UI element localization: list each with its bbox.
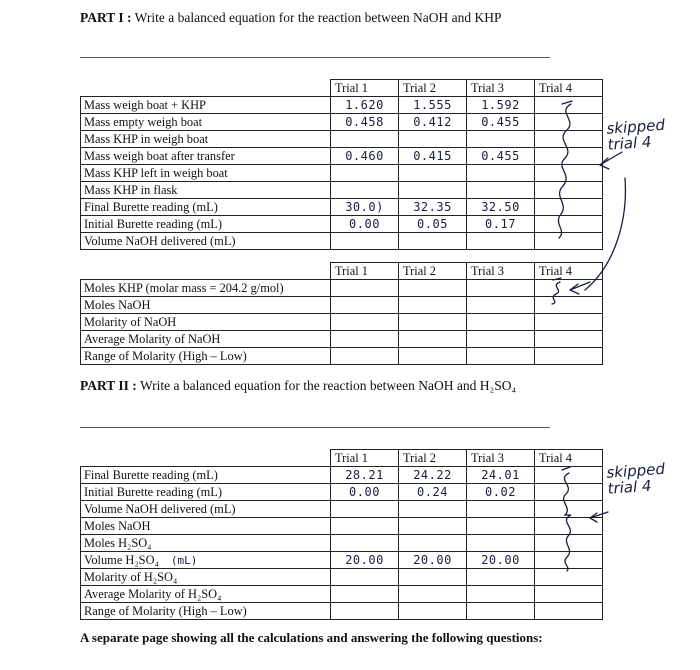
row-label-text: Mass weigh boat + KHP [84, 97, 206, 112]
table-row [81, 331, 603, 348]
data-cell-trial-1[interactable] [331, 501, 399, 518]
data-cell-trial-1[interactable] [331, 131, 399, 148]
row-label [81, 148, 331, 165]
data-cell-trial-2[interactable] [399, 280, 467, 297]
data-cell-trial-1[interactable] [331, 535, 399, 552]
data-cell-trial-1[interactable] [331, 182, 399, 199]
row-label-text: Molarity of NaOH [84, 314, 177, 329]
data-cell-trial-3[interactable]: 0.455 [467, 114, 535, 131]
data-cell-trial-4[interactable] [535, 501, 603, 518]
data-cell-trial-1[interactable] [331, 280, 399, 297]
data-cell-trial-2[interactable] [399, 501, 467, 518]
data-cell-trial-3[interactable]: 1.592 [467, 97, 535, 114]
row-label [81, 216, 331, 233]
table-part1-calculations [80, 262, 603, 365]
data-cell-trial-2[interactable] [399, 165, 467, 182]
table-row [81, 518, 603, 535]
row-label-text: Moles KHP (molar mass = 204.2 g/mol) [84, 280, 284, 295]
data-cell-trial-3[interactable] [467, 314, 535, 331]
row-label-text: Volume NaOH delivered (mL) [84, 233, 236, 248]
data-cell-trial-3[interactable] [467, 280, 535, 297]
data-cell-trial-2[interactable] [399, 535, 467, 552]
data-cell-trial-3[interactable]: 0.02 [467, 484, 535, 501]
data-cell-trial-3[interactable] [467, 586, 535, 603]
row-label [81, 199, 331, 216]
row-label [81, 484, 331, 501]
arrow-note1 [600, 152, 622, 169]
table-row [81, 552, 603, 569]
row-label [81, 114, 331, 131]
data-cell-trial-1[interactable]: 30.0) [331, 199, 399, 216]
data-cell-trial-4[interactable] [535, 569, 603, 586]
row-label [81, 97, 331, 114]
table-part2-measurements [80, 449, 603, 620]
data-cell-trial-2[interactable]: 0.412 [399, 114, 467, 131]
data-cell-trial-2[interactable]: 32.35 [399, 199, 467, 216]
data-cell-trial-2[interactable]: 1.555 [399, 97, 467, 114]
data-cell-trial-4[interactable] [535, 182, 603, 199]
data-cell-trial-4[interactable] [535, 314, 603, 331]
table-part1-measurements [80, 79, 603, 250]
row-label [81, 569, 331, 586]
row-label [81, 535, 331, 552]
row-label [81, 131, 331, 148]
data-cell-trial-4[interactable] [535, 535, 603, 552]
data-cell-trial-4[interactable] [535, 467, 603, 484]
data-cell-trial-3[interactable] [467, 182, 535, 199]
row-label-text: Moles NaOH [84, 518, 151, 533]
row-label [81, 297, 331, 314]
data-cell-trial-4[interactable] [535, 165, 603, 182]
row-label [81, 552, 331, 569]
header-corner [81, 263, 331, 280]
header-corner [81, 450, 331, 467]
row-label-text: Mass empty weigh boat [84, 114, 203, 129]
margin-note-skipped-trial4-bottom: skipped trial 4 [605, 459, 666, 498]
data-cell-trial-1[interactable]: 20.00 [331, 552, 399, 569]
row-label-text: Moles H₂SO₄ [84, 535, 152, 550]
row-label-text: Range of Molarity (High – Low) [84, 348, 247, 363]
data-cell-trial-4[interactable] [535, 199, 603, 216]
table-row [81, 484, 603, 501]
data-cell-trial-4[interactable] [535, 586, 603, 603]
data-cell-trial-1[interactable] [331, 165, 399, 182]
row-label-text: Mass KHP in weigh boat [84, 131, 209, 146]
row-label [81, 518, 331, 535]
part1-heading-text: Write a balanced equation for the reaction between NaOH and KHP [134, 10, 502, 25]
data-cell-trial-3[interactable]: 0.455 [467, 148, 535, 165]
data-cell-trial-3[interactable] [467, 603, 535, 620]
row-label [81, 331, 331, 348]
data-cell-trial-1[interactable] [331, 314, 399, 331]
part2-heading-text: Write a balanced equation for the reaction between NaOH and H₂SO₄ [139, 378, 517, 393]
row-label [81, 314, 331, 331]
data-cell-trial-1[interactable]: 1.620 [331, 97, 399, 114]
data-cell-trial-3[interactable] [467, 518, 535, 535]
data-cell-trial-4[interactable] [535, 552, 603, 569]
data-cell-trial-1[interactable]: 0.00 [331, 216, 399, 233]
table-row [81, 148, 603, 165]
data-cell-trial-1[interactable]: 28.21 [331, 467, 399, 484]
table-row [81, 216, 603, 233]
data-cell-trial-3[interactable]: 24.01 [467, 467, 535, 484]
row-label-text: Mass KHP in flask [84, 182, 178, 197]
data-cell-trial-2[interactable] [399, 586, 467, 603]
row-label-text: Mass weigh boat after transfer [84, 148, 235, 163]
column-header-trial-2: Trial 2 [399, 450, 467, 467]
data-cell-trial-4[interactable] [535, 148, 603, 165]
data-cell-trial-4[interactable] [535, 131, 603, 148]
data-cell-trial-4[interactable] [535, 114, 603, 131]
table-header-row [81, 450, 603, 467]
row-label [81, 603, 331, 620]
data-cell-trial-4[interactable] [535, 518, 603, 535]
data-cell-trial-2[interactable] [399, 314, 467, 331]
table-header-row [81, 80, 603, 97]
row-label [81, 233, 331, 250]
data-cell-trial-2[interactable] [399, 331, 467, 348]
row-label-text: Final Burette reading (mL) [84, 467, 218, 482]
table-row [81, 297, 603, 314]
table-row [81, 114, 603, 131]
data-cell-trial-4[interactable] [535, 280, 603, 297]
data-cell-trial-2[interactable] [399, 182, 467, 199]
table-row [81, 199, 603, 216]
column-header-trial-4: Trial 4 [535, 263, 603, 280]
data-cell-trial-3[interactable]: 32.50 [467, 199, 535, 216]
row-label [81, 467, 331, 484]
column-header-trial-2: Trial 2 [399, 263, 467, 280]
row-label [81, 182, 331, 199]
data-cell-trial-3[interactable] [467, 297, 535, 314]
data-cell-trial-4[interactable] [535, 348, 603, 365]
data-cell-trial-4[interactable] [535, 216, 603, 233]
header-corner [81, 80, 331, 97]
row-label-text: Mass KHP left in weigh boat [84, 165, 228, 180]
table-row [81, 603, 603, 620]
data-cell-trial-2[interactable] [399, 603, 467, 620]
data-cell-trial-4[interactable] [535, 297, 603, 314]
data-cell-trial-3[interactable]: 20.00 [467, 552, 535, 569]
data-cell-trial-3[interactable] [467, 569, 535, 586]
data-cell-trial-2[interactable] [399, 348, 467, 365]
data-cell-trial-2[interactable]: 0.24 [399, 484, 467, 501]
data-cell-trial-2[interactable]: 20.00 [399, 552, 467, 569]
row-label [81, 586, 331, 603]
margin-note-skipped-trial4-top: skipped trial 4 [605, 115, 666, 154]
data-cell-trial-2[interactable] [399, 518, 467, 535]
data-cell-trial-3[interactable] [467, 131, 535, 148]
row-label-text: Molarity of H₂SO₄ [84, 569, 178, 584]
handwritten-unit-note: (mL) [170, 553, 198, 567]
data-cell-trial-4[interactable] [535, 484, 603, 501]
column-header-trial-1: Trial 1 [331, 263, 399, 280]
data-cell-trial-1[interactable] [331, 586, 399, 603]
data-cell-trial-1[interactable]: 0.00 [331, 484, 399, 501]
footer-instructions: A separate page showing all the calculations and answering the following questions: [80, 630, 543, 645]
column-header-trial-4: Trial 4 [535, 80, 603, 97]
data-cell-trial-3[interactable]: 0.17 [467, 216, 535, 233]
data-cell-trial-3[interactable] [467, 165, 535, 182]
table-row [81, 569, 603, 586]
data-cell-trial-2[interactable]: 0.05 [399, 216, 467, 233]
row-label [81, 501, 331, 518]
row-label-text: Average Molarity of H₂SO₄ [84, 586, 222, 601]
data-cell-trial-2[interactable]: 24.22 [399, 467, 467, 484]
column-header-trial-3: Trial 3 [467, 80, 535, 97]
data-cell-trial-1[interactable] [331, 331, 399, 348]
data-cell-trial-4[interactable] [535, 331, 603, 348]
table-row [81, 233, 603, 250]
data-cell-trial-3[interactable] [467, 331, 535, 348]
row-label [81, 348, 331, 365]
data-cell-trial-1[interactable]: 0.460 [331, 148, 399, 165]
data-cell-trial-2[interactable] [399, 297, 467, 314]
data-cell-trial-1[interactable] [331, 569, 399, 586]
row-label [81, 165, 331, 182]
row-label-text: Volume H₂SO₄ [84, 552, 159, 567]
row-label [81, 280, 331, 297]
data-cell-trial-3[interactable] [467, 233, 535, 250]
table-header-row [81, 263, 603, 280]
data-cell-trial-1[interactable]: 0.458 [331, 114, 399, 131]
data-cell-trial-1[interactable] [331, 348, 399, 365]
part2-heading [80, 378, 516, 394]
data-cell-trial-2[interactable]: 0.415 [399, 148, 467, 165]
row-label-text: Moles NaOH [84, 297, 151, 312]
column-header-trial-1: Trial 1 [331, 450, 399, 467]
data-cell-trial-4[interactable] [535, 233, 603, 250]
data-cell-trial-1[interactable] [331, 603, 399, 620]
row-label-text: Initial Burette reading (mL) [84, 216, 222, 231]
table-row [81, 280, 603, 297]
table-row [81, 314, 603, 331]
table-row [81, 586, 603, 603]
data-cell-trial-3[interactable] [467, 535, 535, 552]
part1-answer-line[interactable] [80, 57, 550, 58]
part1-heading [80, 10, 501, 26]
data-cell-trial-1[interactable] [331, 233, 399, 250]
part2-answer-line[interactable] [80, 427, 550, 428]
column-header-trial-2: Trial 2 [399, 80, 467, 97]
data-cell-trial-1[interactable] [331, 297, 399, 314]
table-row [81, 165, 603, 182]
data-cell-trial-2[interactable] [399, 569, 467, 586]
data-cell-trial-2[interactable] [399, 131, 467, 148]
column-header-trial-3: Trial 3 [467, 263, 535, 280]
table-row [81, 131, 603, 148]
column-header-trial-1: Trial 1 [331, 80, 399, 97]
data-cell-trial-3[interactable] [467, 348, 535, 365]
table-row [81, 535, 603, 552]
column-header-trial-3: Trial 3 [467, 450, 535, 467]
table-row [81, 97, 603, 114]
table-row [81, 348, 603, 365]
row-label-text: Final Burette reading (mL) [84, 199, 218, 214]
data-cell-trial-4[interactable] [535, 97, 603, 114]
table-row [81, 467, 603, 484]
table-row [81, 501, 603, 518]
row-label-text: Volume NaOH delivered (mL) [84, 501, 236, 516]
table-row [81, 182, 603, 199]
row-label-text: Range of Molarity (High – Low) [84, 603, 247, 618]
part1-heading-label: PART I : [80, 10, 132, 25]
data-cell-trial-1[interactable] [331, 518, 399, 535]
part2-heading-label: PART II : [80, 378, 137, 393]
row-label-text: Average Molarity of NaOH [84, 331, 221, 346]
column-header-trial-4: Trial 4 [535, 450, 603, 467]
data-cell-trial-3[interactable] [467, 501, 535, 518]
row-label-text: Initial Burette reading (mL) [84, 484, 222, 499]
data-cell-trial-2[interactable] [399, 233, 467, 250]
data-cell-trial-4[interactable] [535, 603, 603, 620]
